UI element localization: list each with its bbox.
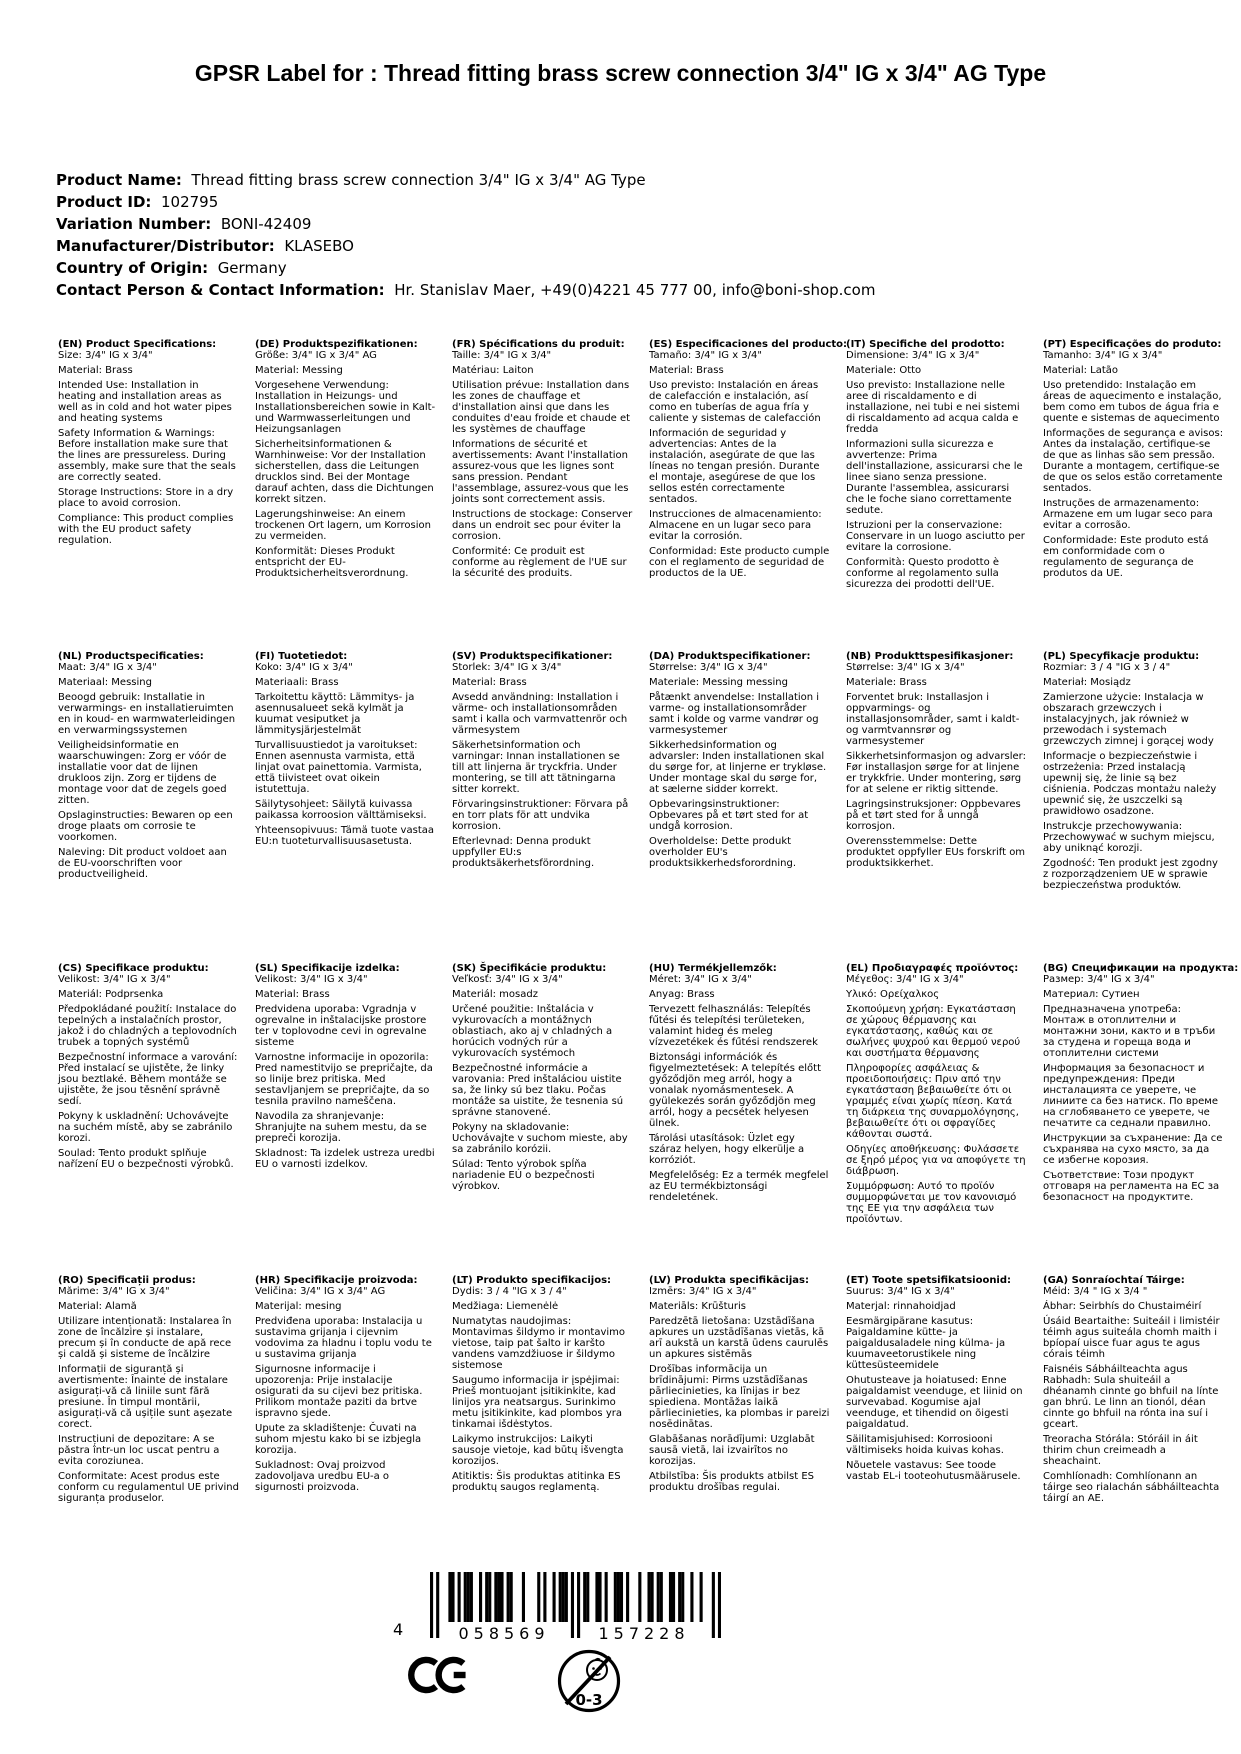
spec-paragraph: Saugumo informacija ir įspėjimai: Prieš montuojant įsitikinkite, kad linijos yra neatsargus. Surinkimo metu įsitikinkite, kad plombos yra tinkamai išdėstytos. [452,1375,622,1430]
spec-paragraph: Предназначена употреба: Монтаж в отоплителни и монтажни зони, както и в тръби за студена и гореща вода и отоплителни системи [1043,1004,1216,1059]
spec-paragraph: Υλικό: Ορείχαλκος [846,989,940,1000]
spec-paragraph: Bezpečnostné informácie a varovania: Pred inštaláciou uistite sa, že linky sú bez tlaku. Počas montáže sa uistite, že tesnenia sú správne stanovené. [452,1063,624,1118]
spec-paragraph: Materijal: mesing [255,1301,342,1312]
product-info [56,169,875,301]
barcode-group1: 058569 [445,1624,563,1643]
age-warning-0-3-icon [556,1644,622,1722]
spec-paragraph: Informații de siguranță și avertismente: Înainte de instalare asigurați-vă că liniile sunt fără presiune. În timpul montării, asigurați-vă că ușițile sunt așezate corect. [58,1364,233,1430]
product-info-row [56,279,875,301]
spec-paragraph: Informazioni sulla sicurezza e avvertenze: Prima dell'installazione, assicurarsi che le linee siano senza pressione. Durante l'assemblea, assicurarsi che le foche siano correttamente sedute. [846,439,1023,516]
spec-paragraph: Paredzētā lietošana: Uzstādīšana apkures un uzstādīšanas vietās, kā arī aukstā un karstā ūdens caurulēs un apkures sistēmās [649,1316,829,1360]
spec-paragraph: Laikymo instrukcijos: Laikyti sausoje vietoje, kad būtų išvengta korozijos. [452,1434,624,1467]
spec-block-hr [255,1275,436,1504]
spec-paragraph: Materiale: Brass [846,677,927,688]
product-info-value: Germany [217,259,287,277]
spec-block-da [649,651,830,963]
spec-paragraph: Materiaal: Messing [58,677,152,688]
spec-paragraph: Lagringsinstruksjoner: Oppbevares på et tørt sted for å unngå korrosjon. [846,799,1021,832]
spec-paragraph: Størrelse: 3/4" IG x 3/4" [846,662,965,673]
spec-block-es [649,339,848,651]
spec-paragraph: Medžiaga: Liemenėlė [452,1301,559,1312]
product-info-row [56,169,875,191]
spec-paragraph: Información de seguridad y advertencias: Antes de la instalación, asegúrate de que las líneas no tengan presión. Durante el montaje, asegúrese de que los sellos estén correctamente sentados. [649,428,820,505]
spec-paragraph: Veiligheidsinformatie en waarschuwingen: Zorg er vóór de installatie voor dat de lijnen drukloos zijn. Zorg er tijdens de montage voor dat de zegels goed zitten. [58,740,227,806]
spec-paragraph: Съответствие: Този продукт отговаря на регламента на ЕС за безопасност на продуктите. [1043,1170,1220,1203]
spec-paragraph: Eesmärgipärane kasutus: Paigaldamine kütte- ja paigaldusaladele ning külma- ja kuumaveetorustikele ning küttesüsteemidele [846,1316,1006,1371]
spec-paragraph: Utilizare intenționată: Instalarea în zone de încălzire și instalare, precum și în conducte de apă rece și caldă și sisteme de încălzire [58,1316,232,1360]
spec-heading: (SK) Špecifikácie produktu: [452,963,607,974]
spec-paragraph: Úsáid Beartaithe: Suiteáil i limistéir téimh agus suiteála chomh maith i bpíopaí uisce fuar agus te agus córais téimh [1043,1316,1220,1360]
age-range-text: 0-3 [575,1691,603,1709]
spec-heading: (DA) Produktspecifikationer: [649,651,811,662]
spec-paragraph: Velikost: 3/4" IG x 3/4" [255,974,368,985]
spec-heading: (GA) Sonraíochtaí Táirge: [1043,1275,1185,1286]
spec-block-sk [452,963,633,1275]
barcode [393,1572,728,1644]
spec-paragraph: Instructions de stockage: Conserver dans un endroit sec pour éviter la corrosion. [452,509,633,542]
spec-paragraph: Säilytysohjeet: Säilytä kuivassa paikassa korroosion välttämiseksi. [255,799,427,821]
product-info-label: Contact Person & Contact Information: [56,281,385,299]
spec-paragraph: Overholdelse: Dette produkt overholder EU's produktsikkerhedsforordning. [649,836,797,869]
spec-paragraph: Atbilstība: Šis produkts atbilst ES produktu drošības regulai. [649,1471,815,1493]
spec-paragraph: Vorgesehene Verwendung: Installation in Heizungs- und Installationsbereichen sowie in Kalt- und Warmwasserleitungen und Heizungsanlagen [255,380,436,435]
spec-paragraph: Conformità: Questo prodotto è conforme al regolamento sulla sicurezza dei prodotti dell'UE. [846,557,1000,590]
spec-paragraph: Soulad: Tento produkt splňuje nařízení EU o bezpečnosti výrobků. [58,1148,234,1170]
specs-grid [58,339,1239,1504]
spec-paragraph: Storage Instructions: Store in a dry place to avoid corrosion. [58,487,234,509]
product-info-label: Product Name: [56,171,182,189]
spec-paragraph: Anyag: Brass [649,989,715,1000]
spec-block-en [58,339,239,651]
spec-paragraph: Varnostne informacije in opozorila: Pred namestitvijo se prepričajte, da so linije brez pritiska. Med sestavljanjem se prepričajte, da so tesnila pravilno nameščena. [255,1052,433,1107]
spec-paragraph: Förvaringsinstruktioner: Förvara på en torr plats för att undvika korrosion. [452,799,629,832]
product-info-value: 102795 [160,193,219,211]
spec-heading: (LV) Produkta specifikācijas: [649,1275,809,1286]
spec-paragraph: Материал: Сутиен [1043,989,1140,1000]
spec-paragraph: Mărime: 3/4" IG x 3/4" [58,1286,170,1297]
spec-heading: (ES) Especificaciones del producto: [649,339,848,350]
spec-heading: (SL) Specifikacije izdelka: [255,963,400,974]
spec-paragraph: Dydis: 3 / 4 "IG x 3 / 4" [452,1286,567,1297]
spec-paragraph: Určené použitie: Inštalácia v vykurovacích a montážnych oblastiach, ako aj v chladných a horúcich vodných rúr a vykurovacích systémoch [452,1004,613,1059]
spec-paragraph: Sukladnost: Ovaj proizvod zadovoljava uredbu EU-a o sigurnosti proizvoda. [255,1460,390,1493]
spec-paragraph: Turvallisuustiedot ja varoitukset: Ennen asennusta varmista, että linjat ovat painettomia. Varmista, että tiivisteet ovat oikein istutettuja. [255,740,422,795]
spec-block-et [846,1275,1027,1504]
spec-heading: (RO) Specificații produs: [58,1275,196,1286]
spec-paragraph: Predviđena uporaba: Instalacija u sustavima grijanja i cijevnim vodovima za hladnu i toplu vodu te u sustavima grijanja [255,1316,432,1360]
spec-paragraph: Tervezett felhasználás: Telepítés fűtési és telepítési területeken, valamint hideg és meleg vízvezetékek és fűtési rendszerek [649,1004,818,1048]
page-title-text: GPSR Label for : Thread fitting brass screw connection 3/4" IG x 3/4" AG Type [194,60,1047,86]
spec-paragraph: Materiál: mosadz [452,989,538,1000]
spec-paragraph: Sikkerhedsinformation og advarsler: Inden installationen skal du sørge for, at linjerne er trykløse. Under montage skal du sørge for, at sælerne sidder korrekt. [649,740,827,795]
spec-paragraph: Sigurnosne informacije i upozorenja: Prije instalacije osigurati da su cijevi bez pritiska. Prilikom montaže paziti da brtve ispravno sjede. [255,1364,423,1419]
spec-block-pl [1043,651,1224,963]
spec-paragraph: Material: Brass [452,677,527,688]
spec-paragraph: Numatytas naudojimas: Montavimas šildymo ir montavimo vietose, taip pat šalto ir karšto vandens vamzdžiuose ir šildymo sistemose [452,1316,626,1371]
product-info-row [56,235,875,257]
spec-paragraph: Pokyny na skladovanie: Uchovávajte v suchom mieste, aby sa zabránilo korózii. [452,1122,628,1155]
spec-paragraph: Materiaali: Brass [255,677,339,688]
spec-heading: (HR) Specifikacije proizvoda: [255,1275,418,1286]
spec-paragraph: Safety Information & Warnings: Before installation make sure that the lines are pressureless. During assembly, make sure that the seals are correctly seated. [58,428,236,483]
spec-paragraph: Materiale: Otto [846,365,922,376]
spec-paragraph: Ábhar: Seirbhís do Chustaiméirí [1043,1301,1202,1312]
spec-heading: (EN) Product Specifications: [58,339,217,350]
product-info-value: Hr. Stanislav Maer, +49(0)4221 45 777 00, info@boni-shop.com [394,281,876,299]
product-info-row [56,257,875,279]
spec-paragraph: Biztonsági információk és figyelmeztetések: A telepítés előtt győződjön meg arról, hogy a vonalak nyomásmentesek. A gyülekezés során győződjön meg arról, hogy a pecsétek helyesen ülnek. [649,1052,821,1129]
spec-block-nb [846,651,1027,963]
spec-block-it [846,339,1027,651]
spec-heading: (BG) Спецификации на продукта: [1043,963,1239,974]
product-info-row [56,191,875,213]
spec-paragraph: Utilisation prévue: Installation dans les zones de chauffage et d'installation ainsi que dans les conduites d'eau froide et chaude et les systèmes de chauffage [452,380,631,435]
spec-paragraph: Forventet bruk: Installasjon i oppvarmings- og installasjonsområder, samt i kaldt- og varmtvannsrør og varmesystemer [846,692,1020,747]
product-info-label: Variation Number: [56,215,212,233]
spec-paragraph: Material: Messing [255,365,343,376]
spec-heading: (LT) Produkto specifikacijos: [452,1275,612,1286]
spec-paragraph: Material: Brass [58,365,133,376]
spec-heading: (FR) Spécifications du produit: [452,339,625,350]
spec-paragraph: Ohutusteave ja hoiatused: Enne paigaldamist veenduge, et liinid on survevabad. Kogumise ajal veenduge, et tihendid on õigesti paigaldatud. [846,1375,1023,1430]
spec-paragraph: Skladnost: Ta izdelek ustreza uredbi EU o varnosti izdelkov. [255,1148,435,1170]
spec-paragraph: Lagerungshinweise: An einem trockenen Ort lagern, um Korrosion zu vermeiden. [255,509,431,542]
spec-paragraph: Conformité: Ce produit est conforme au règlement de l'UE sur la sécurité des produits. [452,546,627,579]
spec-paragraph: Méid: 3/4 " IG x 3/4 " [1043,1286,1148,1297]
spec-paragraph: Instruções de armazenamento: Armazene em um lugar seco para evitar a corrosão. [1043,498,1213,531]
spec-paragraph: Konformität: Dieses Produkt entspricht der EU-Produktsicherheitsverordnung. [255,546,409,579]
spec-paragraph: Uso previsto: Instalación en áreas de calefacción e instalación, así como en tuberías de agua fría y caliente y sistemas de calefacción [649,380,821,424]
spec-paragraph: Instrukcje przechowywania: Przechowywać w suchym miejscu, aby uniknąć korozji. [1043,821,1215,854]
spec-paragraph: Opslaginstructies: Bewaren op een droge plaats om corrosie te voorkomen. [58,810,233,843]
spec-paragraph: Tamanho: 3/4" IG x 3/4" [1043,350,1163,361]
spec-paragraph: Tamaño: 3/4" IG x 3/4" [649,350,762,361]
spec-heading: (SV) Produktspecifikationer: [452,651,613,662]
spec-paragraph: Matériau: Laiton [452,365,534,376]
spec-paragraph: Materiāls: Krūšturis [649,1301,746,1312]
spec-paragraph: Οδηγίες αποθήκευσης: Φυλάσσετε σε ξηρό μέρος για να αποφύγετε τη διάβρωση. [846,1144,1026,1177]
spec-paragraph: Instrucțiuni de depozitare: A se păstra într-un loc uscat pentru a evita coroziunea. [58,1434,220,1467]
spec-paragraph: Veľkosť: 3/4" IG x 3/4" [452,974,563,985]
spec-heading: (NB) Produkttspesifikasjoner: [846,651,1014,662]
spec-block-el [846,963,1027,1275]
spec-paragraph: Material: Latão [1043,365,1119,376]
product-info-value: KLASEBO [284,237,354,255]
spec-paragraph: Размер: 3/4" IG x 3/4" [1043,974,1155,985]
spec-paragraph: Overensstemmelse: Dette produktet oppfyller EUs forskrift om produktsikkerhet. [846,836,1026,869]
spec-paragraph: Drošības informācija un brīdinājumi: Pirms uzstādīšanas pārliecinieties, ka līnijas ir bez spiediena. Montāžas laikā pārliecinieties, ka plombas ir pareizi nosēdinātas. [649,1364,830,1430]
spec-paragraph: Izmērs: 3/4" IG x 3/4" [649,1286,757,1297]
spec-paragraph: Συμμόρφωση: Αυτό το προϊόν συμμορφώνεται με τον κανονισμό της ΕΕ για την ασφάλεια των προϊόντων. [846,1181,1017,1225]
product-info-label: Country of Origin: [56,259,209,277]
spec-paragraph: Μέγεθος: 3/4" IG x 3/4" [846,974,964,985]
product-info-value: Thread fitting brass screw connection 3/4" IG x 3/4" AG Type [191,171,646,189]
spec-paragraph: Größe: 3/4" IG x 3/4" AG [255,350,377,361]
spec-paragraph: Súlad: Tento výrobok spĺňa nariadenie EÚ o bezpečnosti výrobkov. [452,1159,595,1192]
spec-paragraph: Zamierzone użycie: Instalacja w obszarach grzewczych i instalacyjnych, jak również w przewodach i systemach grzewczych zimnej i gorącej wody [1043,692,1214,747]
spec-paragraph: Säilitamisjuhised: Korrosiooni vältimiseks hoida kuivas kohas. [846,1434,1004,1456]
spec-paragraph: Rozmiar: 3 / 4 "IG x 3 / 4" [1043,662,1171,673]
spec-paragraph: Conformidad: Este producto cumple con el reglamento de seguridad de productos de la UE. [649,546,830,579]
spec-block-sv [452,651,633,963]
spec-heading: (CS) Specifikace produktu: [58,963,209,974]
spec-paragraph: Zgodność: Ten produkt jest zgodny z rozporządzeniem UE w sprawie bezpieczeństwa produktów. [1043,858,1218,891]
spec-paragraph: Πληροφορίες ασφάλειας & προειδοποιήσεις: Πριν από την εγκατάσταση βεβαιωθείτε ότι οι γραμμές είναι χωρίς πίεση. Κατά τη διάρκεια της συναρμολόγησης, βεβαιωθείτε ότι οι σφραγίδες κάθονται σωστά. [846,1063,1019,1140]
spec-paragraph: Beoogd gebruik: Installatie in verwarmings- en installatieruimten en in koud- en warmwaterleidingen en verwarmingssystemen [58,692,236,736]
spec-paragraph: Tarkoitettu käyttö: Lämmitys- ja asennusalueet sekä kylmät ja kuumat vesiputket ja lämmitysjärjestelmät [255,692,415,736]
spec-paragraph: Σκοπούμενη χρήση: Εγκατάσταση σε χώρους θέρμανσης και εγκατάστασης, καθώς και σε σωλήνες ψυχρού και θερμού νερού και συστήματα θέρμανσης [846,1004,1021,1059]
spec-block-pt [1043,339,1224,651]
spec-block-lt [452,1275,633,1504]
spec-paragraph: Sicherheitsinformationen & Warnhinweise: Vor der Installation sicherstellen, dass die Leitungen drucklos sind. Bei der Montage darauf achten, dass die Dichtungen korrekt sitzen. [255,439,434,505]
spec-paragraph: Avsedd användning: Installation i värme- och installationsområden samt i kalla och varmvattenrör och värmesystem [452,692,628,736]
spec-paragraph: Intended Use: Installation in heating and installation areas as well as in cold and hot water pipes and heating systems [58,380,232,424]
spec-paragraph: Předpokládané použití: Instalace do tepelných a instalačních prostor, jakož i do chladných a teplovodních trubek a topných systémů [58,1004,237,1048]
spec-paragraph: Istruzioni per la conservazione: Conservare in un luogo asciutto per evitare la corrosione. [846,520,1025,553]
spec-paragraph: Instrucciones de almacenamiento: Almacene en un lugar seco para evitar la corrosión. [649,509,822,542]
spec-paragraph: Méret: 3/4" IG x 3/4" [649,974,752,985]
spec-paragraph: Velikost: 3/4" IG x 3/4" [58,974,171,985]
spec-heading: (EL) Προδιαγραφές προϊόντος: [846,963,1019,974]
spec-block-sl [255,963,436,1275]
spec-paragraph: Säkerhetsinformation och varningar: Innan installationen se till att linjerna är tryckfria. Under montering, se till att tätningarna sitter korrekt. [452,740,620,795]
spec-paragraph: Predvidena uporaba: Vgradnja v ogrevalne in inštalacijske prostore ter v toplovodne cevi in ogrevalne sisteme [255,1004,427,1048]
spec-paragraph: Informacje o bezpieczeństwie i ostrzeżenia: Przed instalacją upewnij się, że linie są bez ciśnienia. Podczas montażu należy upewnić się, że uszczelki są prawidłowo osadzone. [1043,751,1217,817]
spec-paragraph: Conformidade: Este produto está em conformidade com o regulamento de segurança de produtos da UE. [1043,535,1209,579]
spec-paragraph: Pokyny k uskladnění: Uchovávejte na suchém místě, aby se zabránilo korozi. [58,1111,233,1144]
spec-block-bg [1043,963,1239,1275]
spec-paragraph: Compliance: This product complies with the EU product safety regulation. [58,513,234,546]
spec-paragraph: Uso pretendido: Instalação em áreas de aquecimento e instalação, bem como em tubos de água fria e quente e sistemas de aquecimento [1043,380,1222,424]
spec-paragraph: Инструкции за съхранение: Да се съхранява на сухо място, за да се избегне корозия. [1043,1133,1223,1166]
spec-heading: (PL) Specyfikacje produktu: [1043,651,1200,662]
spec-heading: (DE) Produktspezifikationen: [255,339,418,350]
spec-paragraph: Størrelse: 3/4" IG x 3/4" [649,662,768,673]
spec-paragraph: Suurus: 3/4" IG x 3/4" [846,1286,955,1297]
spec-paragraph: Materiał: Mosiądz [1043,677,1131,688]
spec-paragraph: Informations de sécurité et avertissements: Avant l'installation assurez-vous que les lignes sont sans pression. Pendant l'assemblage, assurez-vous que les joints sont correctement assis. [452,439,629,505]
spec-paragraph: Opbevaringsinstruktioner: Opbevares på et tørt sted for at undgå korrosion. [649,799,809,832]
spec-paragraph: Tárolási utasítások: Üzlet egy száraz helyen, hogy elkerülje a korróziót. [649,1133,805,1166]
spec-block-ro [58,1275,239,1504]
spec-paragraph: Veličina: 3/4" IG x 3/4" AG [255,1286,386,1297]
spec-heading: (ET) Toote spetsifikatsioonid: [846,1275,1012,1286]
spec-paragraph: Treoracha Stórála: Stóráil in áit thirim chun creimeadh a sheachaint. [1043,1434,1198,1467]
spec-paragraph: Conformitate: Acest produs este conform cu regulamentul UE privind siguranța produselor. [58,1471,239,1504]
spec-heading: (NL) Productspecificaties: [58,651,204,662]
spec-paragraph: Информация за безопасност и предупреждения: Преди инсталацията се уверете, че линиите са без натиск. По време на сглобяването се уверете, че печатите са седнали правилно. [1043,1063,1218,1129]
product-info-value: BONI-42409 [220,215,312,233]
spec-block-ga [1043,1275,1224,1504]
barcode-first-digit: 4 [393,1620,404,1639]
barcode-group2: 157228 [585,1624,703,1643]
spec-paragraph: Storlek: 3/4" IG x 3/4" [452,662,562,673]
spec-paragraph: Materiál: Podprsenka [58,989,164,1000]
spec-paragraph: Material: Brass [255,989,330,1000]
spec-paragraph: Yhteensopivuus: Tämä tuote vastaa EU:n tuoteturvallisuusasetusta. [255,825,434,847]
spec-paragraph: Navodila za shranjevanje: Shranjujte na suhem mestu, da se prepreči korozija. [255,1111,427,1144]
spec-paragraph: Size: 3/4" IG x 3/4" [58,350,153,361]
ce-mark-icon [408,1654,472,1700]
spec-heading: (PT) Especificações do produto: [1043,339,1222,350]
spec-paragraph: Glabāšanas norādījumi: Uzglabāt sausā vietā, lai izvairītos no korozijas. [649,1434,815,1467]
spec-block-fi [255,651,436,963]
spec-block-hu [649,963,830,1275]
spec-paragraph: Comhlíonadh: Comhlíonann an táirge seo rialachán sábháilteachta táirgí an AE. [1043,1471,1220,1504]
spec-paragraph: Materiale: Messing messing [649,677,788,688]
spec-paragraph: Koko: 3/4" IG x 3/4" [255,662,353,673]
spec-paragraph: Informações de segurança e avisos: Antes da instalação, certifique-se de que as linhas são sem pressão. Durante a montagem, certifique-se de que os selos estão corretamente sentados. [1043,428,1224,494]
spec-paragraph: Uso previsto: Installazione nelle aree di riscaldamento e di installazione, nei tubi e nei sistemi di riscaldamento ad acqua calda e fredda [846,380,1020,435]
spec-block-lv [649,1275,830,1504]
spec-paragraph: Taille: 3/4" IG x 3/4" [452,350,552,361]
spec-paragraph: Bezpečnostní informace a varování: Před instalací se ujistěte, že linky jsou beztlaké. Během montáže se ujistěte, že jsou těsnění správně sedí. [58,1052,238,1107]
spec-paragraph: Nõuetele vastavus: See toode vastab EL-i tooteohutusmäärusele. [846,1460,1021,1482]
spec-heading: (HU) Termékjellemzők: [649,963,777,974]
spec-paragraph: Upute za skladištenje: Čuvati na suhom mjestu kako bi se izbjegla korozija. [255,1423,422,1456]
spec-block-de [255,339,436,651]
spec-paragraph: Material: Alamă [58,1301,137,1312]
spec-block-fr [452,339,633,651]
spec-paragraph: Dimensione: 3/4" IG x 3/4" [846,350,980,361]
spec-paragraph: Sikkerhetsinformasjon og advarsler: Før installasjon sørge for at linjene er trykkfrie. Under montering, sørg for at selene er riktig sittende. [846,751,1026,795]
spec-paragraph: Materjal: rinnahoidjad [846,1301,956,1312]
spec-heading: (FI) Tuotetiedot: [255,651,348,662]
product-info-label: Manufacturer/Distributor: [56,237,275,255]
spec-heading: (IT) Specifiche del prodotto: [846,339,1005,350]
spec-paragraph: Maat: 3/4" IG x 3/4" [58,662,157,673]
spec-paragraph: Efterlevnad: Denna produkt uppfyller EU:s produktsäkerhetsförordning. [452,836,595,869]
page-title [0,57,1241,90]
spec-paragraph: Material: Brass [649,365,724,376]
spec-paragraph: Påtænkt anvendelse: Installation i varme- og installationsområder samt i kolde og varme vandrør og varmesystemer [649,692,820,736]
product-info-row [56,213,875,235]
spec-paragraph: Atitiktis: Šis produktas atitinka ES produktų saugos reglamentą. [452,1471,621,1493]
spec-paragraph: Faisnéis Sábháilteachta agus Rabhadh: Sula shuiteáil a dhéanamh cinnte go bhfuil na línte gan bhrú. Le linn an tionól, déan cinnte go bhfuil na rónta ina suí i gceart. [1043,1364,1219,1430]
spec-paragraph: Megfelelőség: Ez a termék megfelel az EU termékbiztonsági rendeletének. [649,1170,829,1203]
spec-block-cs [58,963,239,1275]
spec-block-nl [58,651,239,963]
spec-paragraph: Naleving: Dit product voldoet aan de EU-voorschriften voor productveiligheid. [58,847,227,880]
product-info-label: Product ID: [56,193,152,211]
